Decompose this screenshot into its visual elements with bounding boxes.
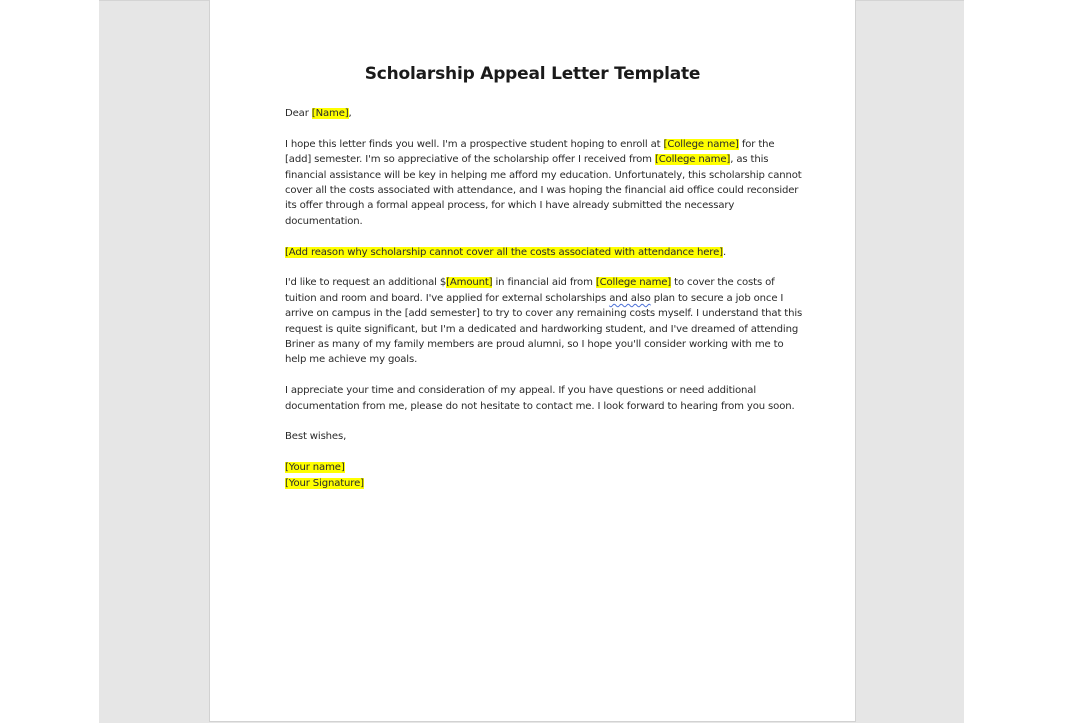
letter-body[interactable] (285, 106, 803, 491)
request-text: arrive on campus in the [add semester] to try to cover any remaining costs myself. I understand that this (285, 308, 803, 320)
greeting-prefix: Dear (285, 108, 312, 119)
intro-text: cover all the costs associated with attendance, and I was hoping the financial aid office could reconsider (285, 185, 799, 197)
document-title: Scholarship Appeal Letter Template (364, 64, 701, 84)
thanks-text: documentation from me, please do not hesitate to contact me. I look forward to hearing from you soon. (285, 400, 795, 412)
request-text: to cover the costs of (671, 277, 775, 289)
intro-text: financial assistance will be key in helping me afford my education. Unfortunately, this scholarship cannot (285, 169, 802, 181)
paragraph-request (285, 275, 803, 367)
document-page[interactable] (209, 0, 856, 722)
request-text: in financial aid from (492, 277, 596, 289)
your-name-placeholder: [Your name] (285, 462, 345, 474)
request-text: Briner as many of my family members are proud alumni, so I hope you'll consider working with me to (285, 339, 784, 351)
request-text: request is quite significant, but I'm a dedicated and hardworking student, and I've dreamed of attending (285, 323, 799, 335)
your-signature-placeholder: [Your Signature] (285, 477, 364, 489)
paragraph-thanks (285, 383, 795, 414)
college-name-placeholder: [College name] (595, 277, 672, 289)
paragraph-reason (285, 245, 785, 260)
name-placeholder: [Name] (311, 108, 349, 119)
amount-placeholder: [Amount] (446, 277, 493, 289)
request-text: plan to secure a job once I (650, 292, 784, 304)
intro-text: , as this (730, 154, 769, 166)
college-name-placeholder: [College name] (663, 138, 739, 150)
request-text: help me achieve my goals. (285, 354, 418, 366)
request-text: tuition and room and board. I've applied for external scholarships (285, 292, 610, 304)
signature-block (285, 460, 785, 491)
intro-text: documentation. (285, 215, 363, 227)
paragraph-intro (285, 137, 802, 229)
intro-text: I hope this letter finds you well. I'm a prospective student hoping to enroll at (285, 138, 664, 150)
reason-placeholder: [Add reason why scholarship cannot cover all the costs associated with attendance here] (285, 246, 723, 258)
greeting-line (285, 106, 785, 121)
closing-line: Best wishes, (285, 431, 347, 443)
greeting-suffix: , (348, 108, 352, 119)
college-name-placeholder: [College name] (654, 154, 731, 166)
spellcheck-flagged-text[interactable]: and also (609, 292, 651, 304)
intro-text: for the (738, 138, 775, 150)
intro-text: [add] semester. I'm so appreciative of the scholarship offer I received from (285, 154, 655, 166)
intro-text: its offer through a formal appeal process, for which I have already submitted the necessary (285, 200, 735, 212)
reason-suffix: . (722, 246, 726, 258)
thanks-text: I appreciate your time and consideration of my appeal. If you have questions or need additional (285, 385, 756, 397)
request-text: I'd like to request an additional $ (285, 277, 447, 289)
